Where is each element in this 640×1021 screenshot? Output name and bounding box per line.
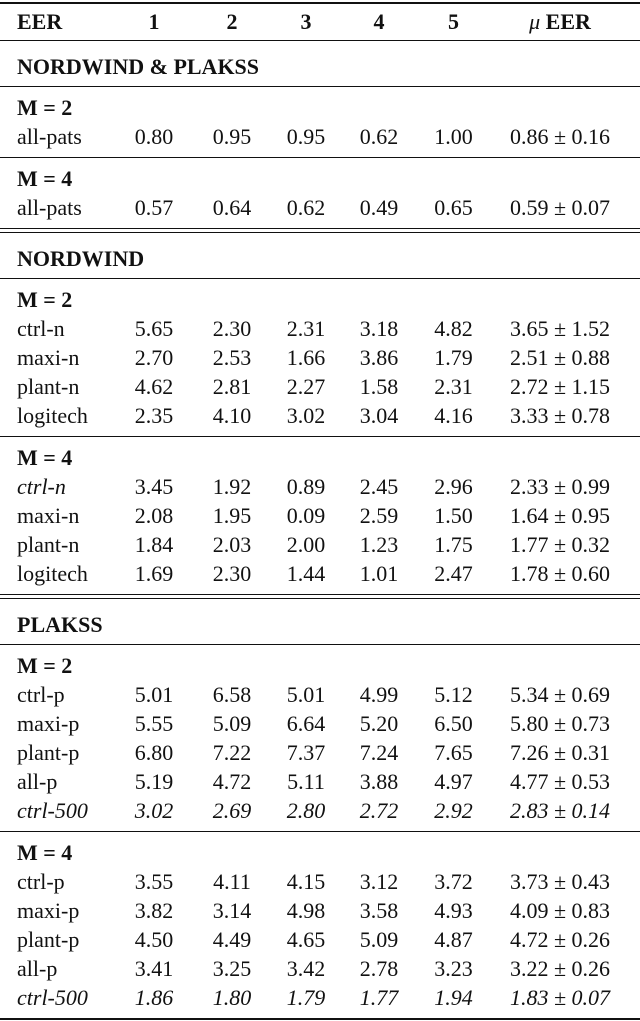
value-cell: 3.41 [134, 956, 174, 981]
value-cell: 1.94 [434, 985, 473, 1010]
value-cell: 7.65 [434, 740, 473, 765]
value-cell: 1.77 [359, 985, 399, 1010]
value-cell: 2.53 [212, 345, 252, 370]
table-row [0, 193, 640, 222]
value-cell: 7.22 [212, 740, 252, 765]
row-name: all-p [17, 956, 58, 981]
section-title: PLAKSS [17, 612, 103, 637]
value-cell: 4.50 [134, 927, 174, 952]
value-cell: 1.84 [134, 532, 174, 557]
group-label-row [0, 838, 640, 867]
value-cell: 1.58 [359, 374, 399, 399]
value-cell: 1.50 [434, 503, 473, 528]
header-col-2: 2 [226, 9, 238, 34]
mean-cell: 0.59 ± 0.07 [509, 195, 611, 220]
value-cell: 4.98 [286, 898, 326, 923]
value-cell: 2.72 [359, 798, 399, 823]
row-name: ctrl-p [17, 869, 65, 894]
value-cell: 2.47 [434, 561, 473, 586]
value-cell: 7.24 [359, 740, 399, 765]
value-cell: 6.50 [434, 711, 473, 736]
mean-cell: 4.72 ± 0.26 [509, 927, 611, 952]
value-cell: 1.92 [212, 474, 252, 499]
table-row [0, 896, 640, 925]
row-name: plant-p [17, 740, 80, 765]
mean-cell: 4.09 ± 0.83 [509, 898, 611, 923]
value-cell: 4.65 [286, 927, 326, 952]
value-cell: 2.81 [212, 374, 252, 399]
mean-cell: 5.34 ± 0.69 [509, 682, 611, 707]
value-cell: 2.80 [286, 798, 326, 823]
mean-cell: 2.33 ± 0.99 [509, 474, 611, 499]
mean-cell: 3.22 ± 0.26 [509, 956, 611, 981]
value-cell: 7.37 [286, 740, 326, 765]
value-cell: 5.12 [434, 682, 473, 707]
value-cell: 5.01 [286, 682, 326, 707]
mean-cell: 3.65 ± 1.52 [509, 316, 611, 341]
table-row [0, 925, 640, 954]
row-name: maxi-n [17, 345, 80, 370]
value-cell: 2.78 [359, 956, 399, 981]
value-cell: 4.82 [434, 316, 473, 341]
value-cell: 1.66 [286, 345, 326, 370]
value-cell: 3.58 [359, 898, 399, 923]
mean-cell: 5.80 ± 0.73 [509, 711, 611, 736]
value-cell: 4.11 [213, 869, 251, 894]
value-cell: 0.62 [286, 195, 326, 220]
value-cell: 5.11 [287, 769, 325, 794]
value-cell: 1.79 [286, 985, 326, 1010]
value-cell: 2.31 [434, 374, 473, 399]
table-row [0, 867, 640, 896]
row-name: all-p [17, 769, 58, 794]
value-cell: 4.16 [434, 403, 473, 428]
group-label-row [0, 443, 640, 472]
table-row [0, 122, 640, 151]
value-cell: 5.65 [134, 316, 174, 341]
table-row [0, 738, 640, 767]
value-cell: 1.95 [212, 503, 252, 528]
group-label-row [0, 651, 640, 680]
value-cell: 6.80 [134, 740, 174, 765]
row-name: ctrl-n [17, 474, 66, 499]
row-name: ctrl-500 [17, 985, 88, 1010]
value-cell: 6.64 [286, 711, 326, 736]
section-title: NORDWIND & PLAKSS [17, 54, 260, 79]
value-cell: 1.69 [134, 561, 174, 586]
mean-cell: 1.64 ± 0.95 [509, 503, 611, 528]
value-cell: 3.18 [359, 316, 399, 341]
row-name: all-pats [17, 124, 82, 149]
table-row [0, 501, 640, 530]
value-cell: 5.09 [212, 711, 252, 736]
row-group [0, 158, 640, 228]
value-cell: 5.09 [359, 927, 399, 952]
value-cell: 1.79 [434, 345, 473, 370]
value-cell: 4.15 [286, 869, 326, 894]
value-cell: 0.62 [359, 124, 399, 149]
table-row [0, 343, 640, 372]
value-cell: 5.20 [359, 711, 399, 736]
group-label-row [0, 164, 640, 193]
value-cell: 6.58 [212, 682, 252, 707]
value-cell: 2.92 [434, 798, 473, 823]
value-cell: 2.59 [359, 503, 399, 528]
table-row [0, 796, 640, 825]
value-cell: 3.14 [212, 898, 252, 923]
mean-cell: 1.77 ± 0.32 [509, 532, 611, 557]
value-cell: 0.57 [134, 195, 174, 220]
header-label: EER [17, 9, 63, 34]
mean-cell: 3.33 ± 0.78 [509, 403, 611, 428]
value-cell: 4.93 [434, 898, 473, 923]
value-cell: 0.95 [212, 124, 252, 149]
row-name: logitech [17, 403, 88, 428]
row-name: ctrl-500 [17, 798, 88, 823]
row-name: logitech [17, 561, 88, 586]
table-row [0, 401, 640, 430]
mu-symbol: μ [529, 9, 541, 34]
value-cell: 4.72 [212, 769, 252, 794]
value-cell: 5.01 [134, 682, 174, 707]
value-cell: 1.75 [434, 532, 473, 557]
value-cell: 2.00 [286, 532, 326, 557]
group-label: M = 2 [17, 653, 73, 678]
mean-cell: 2.83 ± 0.14 [509, 798, 611, 823]
row-name: plant-n [17, 532, 80, 557]
value-cell: 2.03 [212, 532, 252, 557]
row-name: maxi-p [17, 898, 80, 923]
row-name: plant-p [17, 927, 80, 952]
section-title: NORDWIND [17, 246, 145, 271]
value-cell: 4.10 [212, 403, 252, 428]
mean-cell: 4.77 ± 0.53 [509, 769, 611, 794]
group-label: M = 2 [17, 287, 73, 312]
table-row [0, 472, 640, 501]
group-label: M = 4 [17, 445, 73, 470]
value-cell: 2.30 [212, 561, 252, 586]
value-cell: 3.88 [359, 769, 399, 794]
value-cell: 3.45 [134, 474, 174, 499]
header-col-1: 1 [148, 9, 160, 34]
value-cell: 4.97 [434, 769, 473, 794]
mean-cell: 2.72 ± 1.15 [509, 374, 611, 399]
value-cell: 5.55 [134, 711, 174, 736]
header-col-5: 5 [448, 9, 459, 34]
table-row [0, 983, 640, 1012]
value-cell: 2.35 [134, 403, 174, 428]
table-row [0, 559, 640, 588]
value-cell: 4.99 [359, 682, 399, 707]
group-label-row [0, 285, 640, 314]
value-cell: 4.62 [134, 374, 174, 399]
value-cell: 1.00 [434, 124, 473, 149]
value-cell: 0.89 [286, 474, 326, 499]
row-name: plant-n [17, 374, 80, 399]
value-cell: 2.70 [134, 345, 174, 370]
mean-cell: 0.86 ± 0.16 [509, 124, 611, 149]
value-cell: 1.44 [286, 561, 326, 586]
value-cell: 3.55 [134, 869, 174, 894]
row-group [0, 437, 640, 594]
row-name: maxi-p [17, 711, 80, 736]
value-cell: 3.42 [286, 956, 326, 981]
value-cell: 1.23 [359, 532, 399, 557]
value-cell: 5.19 [134, 769, 174, 794]
value-cell: 3.23 [434, 956, 473, 981]
value-cell: 3.12 [359, 869, 399, 894]
value-cell: 2.30 [212, 316, 252, 341]
bottom-rule [0, 1018, 640, 1020]
value-cell: 2.08 [134, 503, 174, 528]
value-cell: 3.86 [359, 345, 399, 370]
value-cell: 3.25 [212, 956, 252, 981]
mean-cell: 1.78 ± 0.60 [509, 561, 611, 586]
group-label: M = 2 [17, 95, 73, 120]
value-cell: 3.72 [434, 869, 473, 894]
value-cell: 1.86 [134, 985, 174, 1010]
value-cell: 1.80 [212, 985, 252, 1010]
value-cell: 4.49 [212, 927, 252, 952]
mean-cell: 2.51 ± 0.88 [509, 345, 611, 370]
value-cell: 4.87 [434, 927, 473, 952]
value-cell: 0.49 [359, 195, 399, 220]
value-cell: 3.04 [359, 403, 399, 428]
header-col-3: 3 [300, 9, 312, 34]
value-cell: 3.02 [286, 403, 326, 428]
value-cell: 0.09 [286, 503, 326, 528]
group-label-row [0, 93, 640, 122]
table-row [0, 372, 640, 401]
value-cell: 2.96 [434, 474, 473, 499]
table-row [0, 530, 640, 559]
value-cell: 2.69 [212, 798, 252, 823]
group-label: M = 4 [17, 166, 73, 191]
table-body [0, 41, 640, 1018]
header-col-4: 4 [373, 9, 385, 34]
row-group [0, 645, 640, 831]
table-row [0, 709, 640, 738]
mean-cell: 1.83 ± 0.07 [509, 985, 611, 1010]
value-cell: 2.45 [359, 474, 399, 499]
value-cell: 3.02 [134, 798, 174, 823]
value-cell: 3.82 [134, 898, 174, 923]
row-name: ctrl-p [17, 682, 65, 707]
header-mean-label: EER [545, 9, 591, 34]
table-row [0, 314, 640, 343]
row-name: maxi-n [17, 503, 80, 528]
header-mean [490, 4, 630, 40]
value-cell: 0.80 [134, 124, 174, 149]
mean-cell: 3.73 ± 0.43 [509, 869, 611, 894]
value-cell: 2.31 [286, 316, 326, 341]
row-group [0, 87, 640, 157]
mean-cell: 7.26 ± 0.31 [509, 740, 611, 765]
value-cell: 1.01 [359, 561, 399, 586]
table-row [0, 954, 640, 983]
group-label: M = 4 [17, 840, 73, 865]
table-row [0, 767, 640, 796]
value-cell: 2.27 [286, 374, 326, 399]
table-row [0, 680, 640, 709]
value-cell: 0.65 [434, 195, 473, 220]
row-group [0, 832, 640, 1018]
value-cell: 0.64 [212, 195, 252, 220]
row-group [0, 279, 640, 436]
row-name: ctrl-n [17, 316, 65, 341]
value-cell: 0.95 [286, 124, 326, 149]
row-name: all-pats [17, 195, 82, 220]
header-row [0, 4, 640, 40]
